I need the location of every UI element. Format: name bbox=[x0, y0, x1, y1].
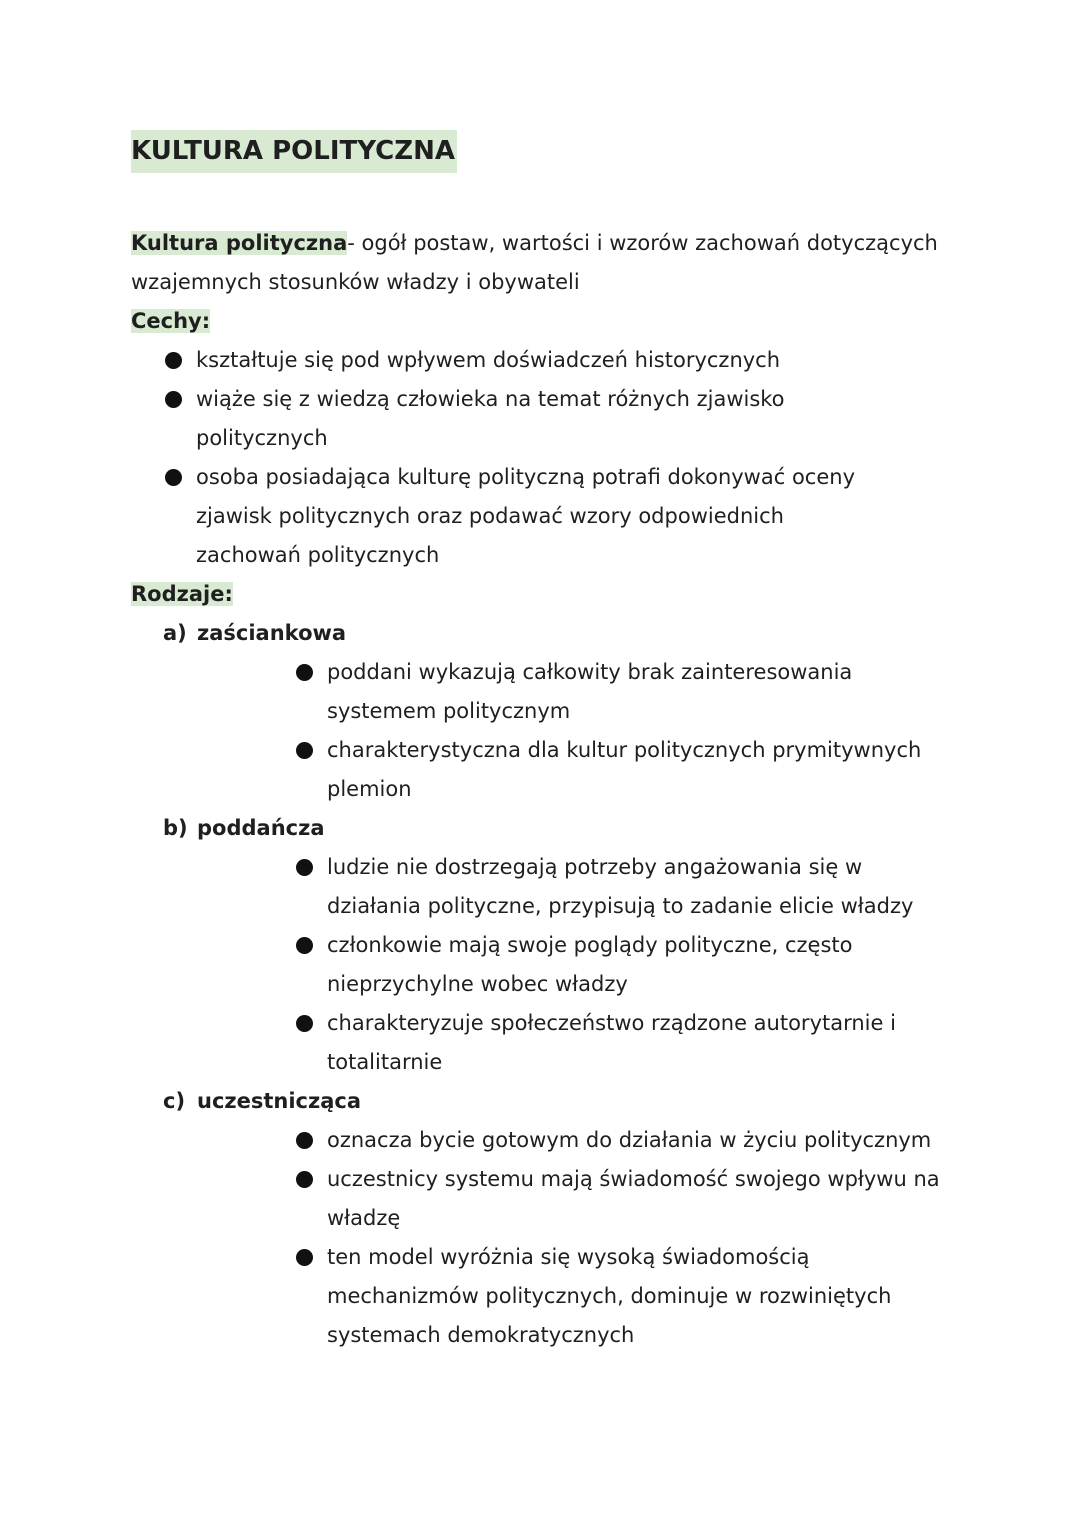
list-item: ten model wyróżnia się wysoką świadomością mechanizmów politycznych, dominuje w rozwiniętych systemach demokratycznych bbox=[262, 1238, 951, 1355]
list-item: oznacza bycie gotowym do działania w życiu politycznym bbox=[262, 1121, 951, 1160]
list-item: członkowie mają swoje poglądy polityczne, często nieprzychylne wobec władzy bbox=[262, 926, 951, 1004]
features-list bbox=[131, 341, 891, 575]
features-heading: Cechy: bbox=[131, 309, 211, 333]
document-content bbox=[131, 224, 951, 1355]
list-item: kształtuje się pod wpływem doświadczeń historycznych bbox=[131, 341, 891, 380]
types-heading: Rodzaje: bbox=[131, 582, 233, 606]
definition-term: Kultura polityczna bbox=[131, 231, 348, 255]
type-heading-c: c) uczestnicząca bbox=[163, 1089, 362, 1113]
type-c-list bbox=[131, 1121, 951, 1355]
type-a-list bbox=[131, 653, 951, 809]
definition-text: - ogół postaw, wartości i wzorów zachowań dotyczących bbox=[347, 231, 938, 255]
page-title: KULTURA POLITYCZNA bbox=[131, 130, 457, 173]
list-item: ludzie nie dostrzegają potrzeby angażowania się w działania polityczne, przypisują to zadanie elicie władzy bbox=[262, 848, 951, 926]
list-item: osoba posiadająca kulturę polityczną potrafi dokonywać oceny zjawisk politycznych oraz podawać wzory odpowiednich zachowań politycznych bbox=[131, 458, 891, 575]
type-b-list bbox=[131, 848, 951, 1082]
definition-line bbox=[131, 224, 951, 263]
definition-text-continued: wzajemnych stosunków władzy i obywateli bbox=[131, 270, 580, 294]
type-heading-b: b) poddańcza bbox=[163, 816, 325, 840]
list-item: charakteryzuje społeczeństwo rządzone autorytarnie i totalitarnie bbox=[262, 1004, 951, 1082]
list-item: charakterystyczna dla kultur politycznych prymitywnych plemion bbox=[262, 731, 951, 809]
list-item: wiąże się z wiedzą człowieka na temat różnych zjawisko politycznych bbox=[131, 380, 891, 458]
type-heading-a: a) zaściankowa bbox=[163, 621, 347, 645]
list-item: uczestnicy systemu mają świadomość swojego wpływu na władzę bbox=[262, 1160, 951, 1238]
list-item: poddani wykazują całkowity brak zainteresowania systemem politycznym bbox=[262, 653, 951, 731]
